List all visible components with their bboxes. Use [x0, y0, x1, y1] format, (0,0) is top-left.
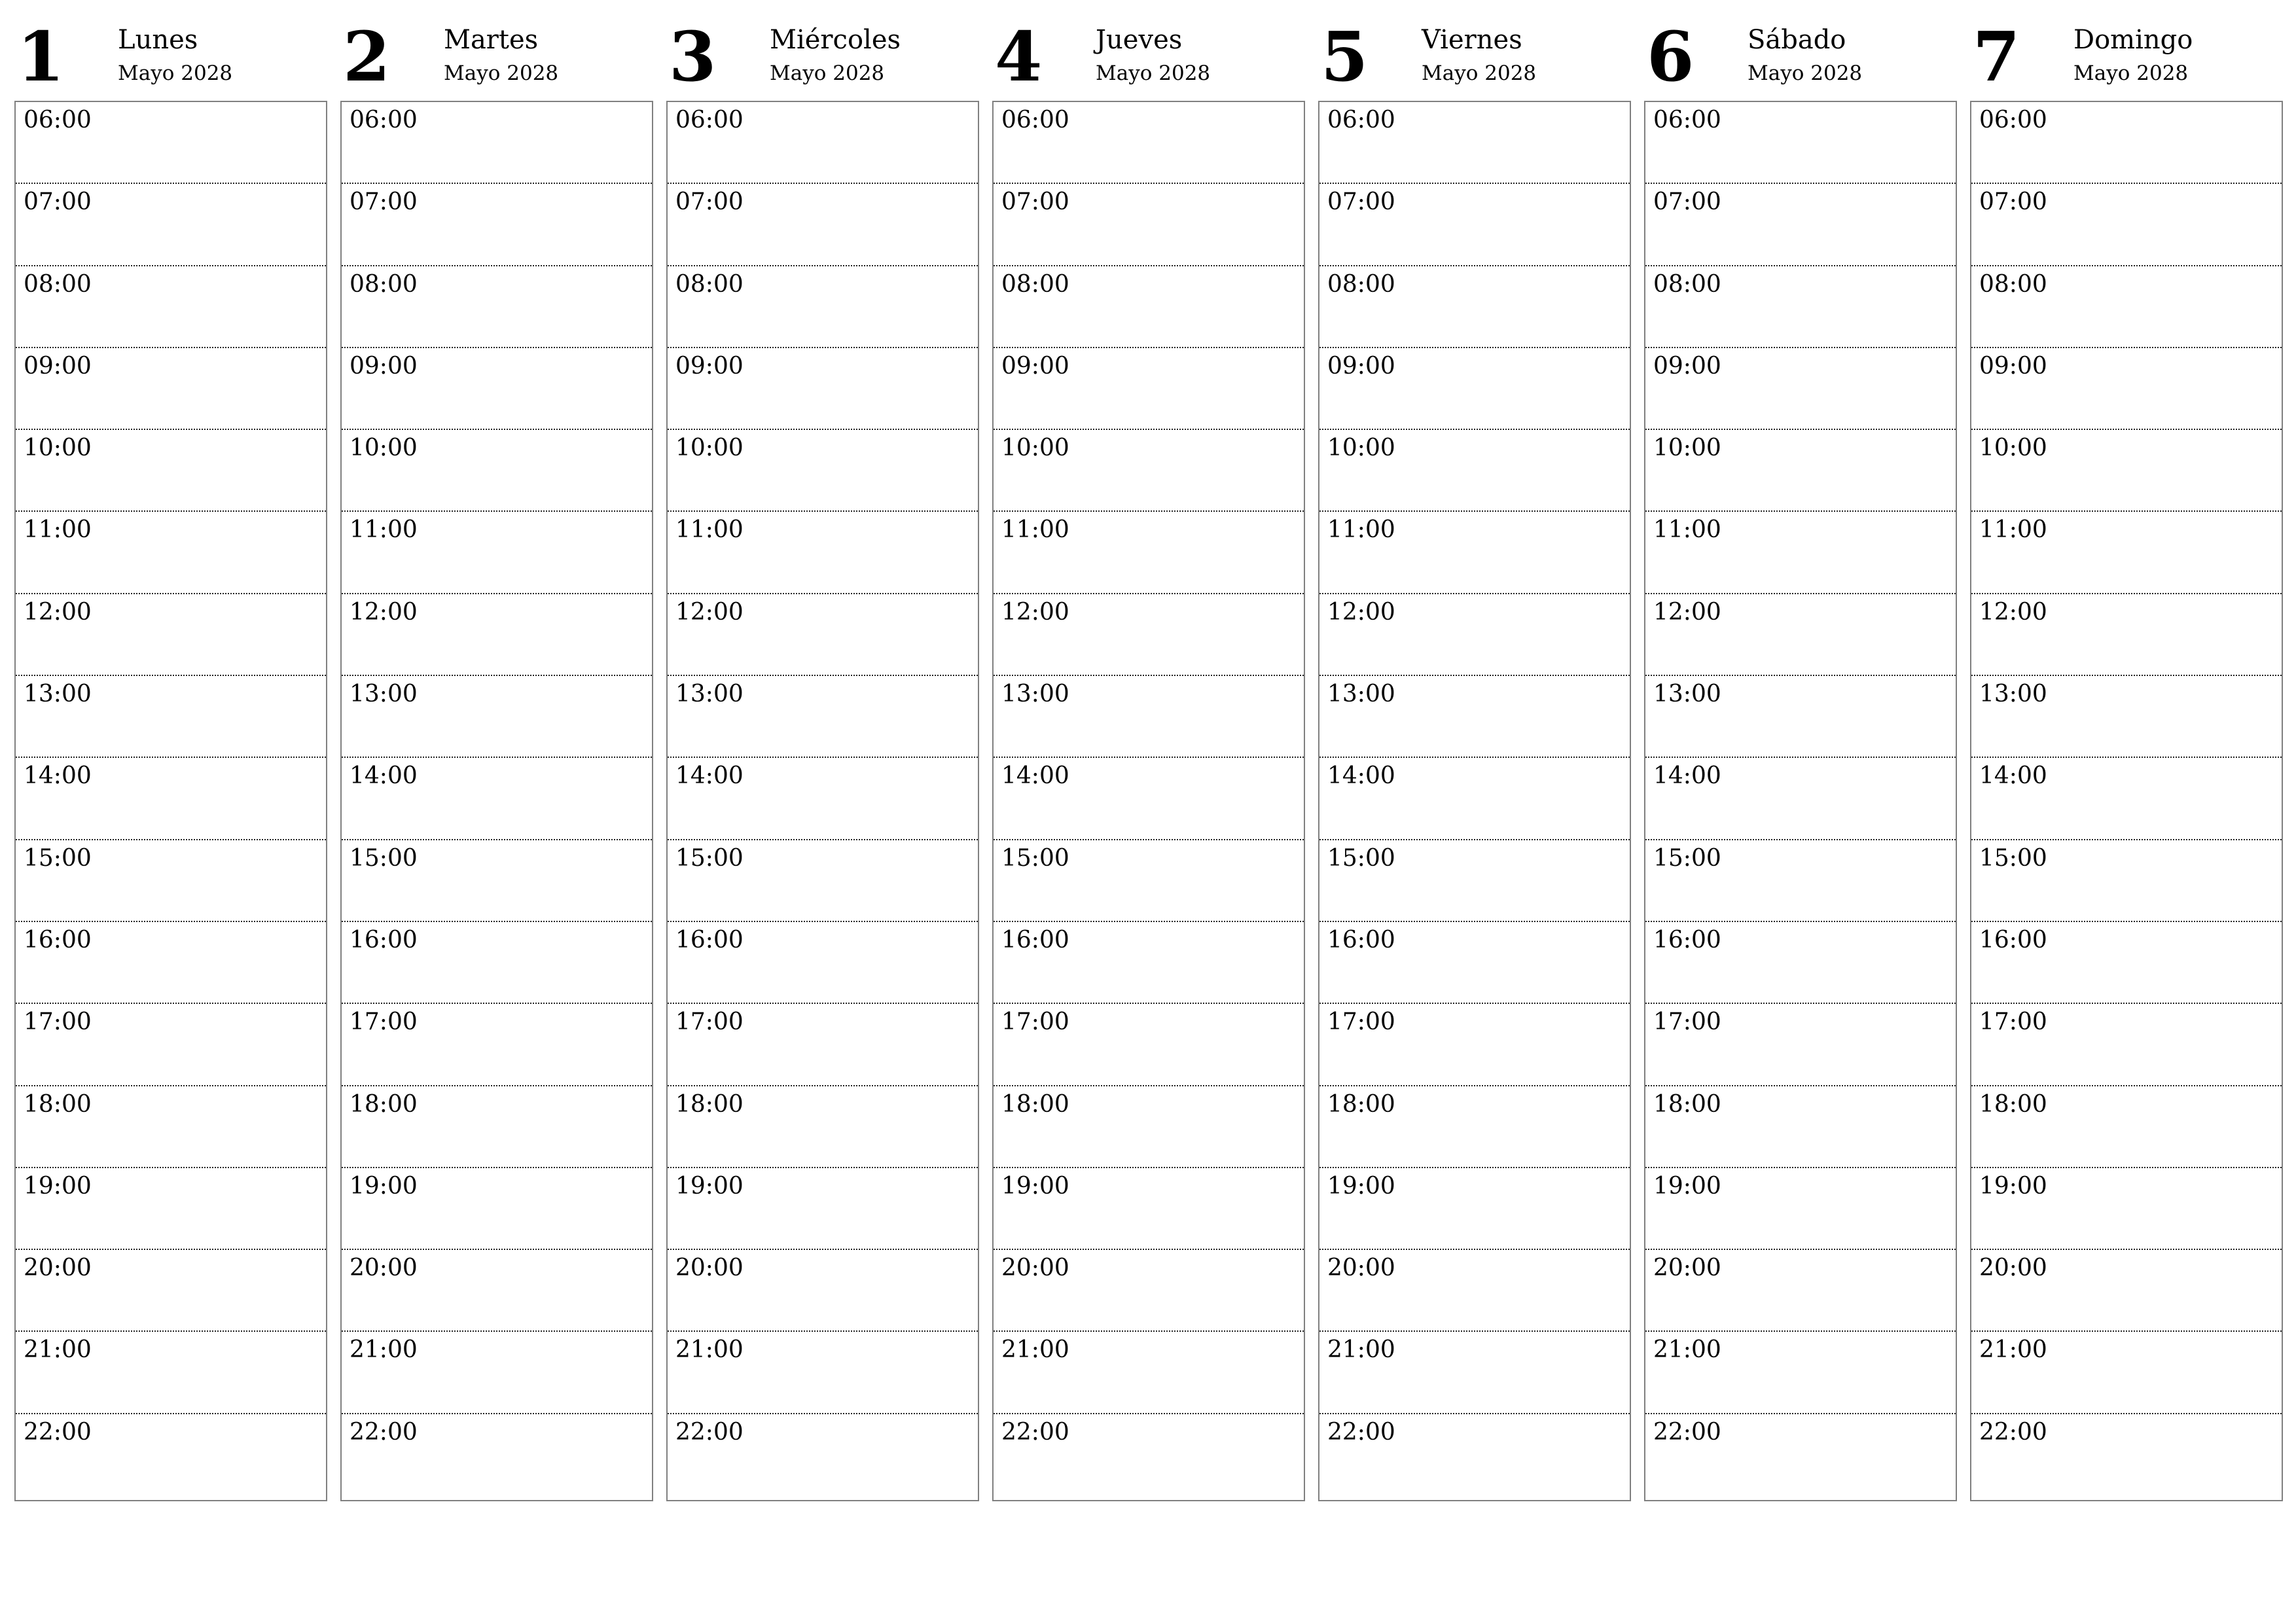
hour-label: 09:00: [1001, 352, 1069, 380]
hour-slot[interactable]: [1971, 840, 2282, 922]
hour-label: 10:00: [675, 435, 744, 462]
hour-label: 20:00: [24, 1255, 92, 1282]
hour-label: 11:00: [1653, 516, 1721, 544]
hour-label: 08:00: [1653, 270, 1721, 298]
hour-slot[interactable]: [16, 594, 326, 676]
hour-label: 09:00: [350, 352, 418, 380]
hour-label: 19:00: [1653, 1172, 1721, 1200]
day-month: Mayo 2028: [2073, 62, 2189, 85]
hour-slot[interactable]: [16, 430, 326, 512]
hour-label: 15:00: [1001, 844, 1069, 872]
hour-slot[interactable]: [16, 1168, 326, 1250]
hour-label: 17:00: [1327, 1008, 1395, 1036]
hour-label: 14:00: [1001, 762, 1069, 790]
hour-label: 21:00: [1327, 1336, 1395, 1364]
hour-label: 19:00: [1979, 1172, 2047, 1200]
hour-slot[interactable]: [1971, 1004, 2282, 1086]
hour-label: 16:00: [1327, 926, 1395, 954]
hour-label: 14:00: [1653, 762, 1721, 790]
hour-label: 11:00: [1979, 516, 2047, 544]
hour-slot[interactable]: [1645, 840, 1956, 922]
hour-label: 13:00: [675, 681, 744, 708]
hour-label: 10:00: [1001, 435, 1069, 462]
hour-slot[interactable]: [668, 1332, 978, 1414]
hour-label: 09:00: [1653, 352, 1721, 380]
hour-label: 07:00: [1979, 188, 2047, 216]
hour-slot[interactable]: [342, 348, 652, 430]
hour-slot[interactable]: [1971, 1086, 2282, 1168]
hour-slot[interactable]: [668, 184, 978, 266]
hour-label: 08:00: [1979, 270, 2047, 298]
hour-label: 06:00: [675, 107, 744, 134]
hour-label: 17:00: [1979, 1008, 2047, 1036]
hour-label: 17:00: [350, 1008, 418, 1036]
hour-label: 15:00: [1327, 844, 1395, 872]
hour-label: 21:00: [1653, 1336, 1721, 1364]
hour-slot[interactable]: [1645, 1250, 1956, 1332]
hour-label: 22:00: [1979, 1418, 2047, 1446]
hour-label: 09:00: [1979, 352, 2047, 380]
hour-slot[interactable]: [668, 1414, 978, 1496]
hour-label: 18:00: [350, 1090, 418, 1118]
hour-label: 07:00: [350, 188, 418, 216]
hour-label: 15:00: [350, 844, 418, 872]
hour-slot[interactable]: [1319, 1086, 1630, 1168]
hour-label: 17:00: [1653, 1008, 1721, 1036]
hour-label: 13:00: [1327, 681, 1395, 708]
hour-slot[interactable]: [994, 1250, 1304, 1332]
hour-label: 16:00: [350, 926, 418, 954]
hour-label: 15:00: [1653, 844, 1721, 872]
hour-slot[interactable]: [668, 430, 978, 512]
hour-slot[interactable]: [342, 594, 652, 676]
hour-label: 12:00: [350, 598, 418, 626]
day-month: Mayo 2028: [444, 62, 559, 85]
hour-slot[interactable]: [16, 1004, 326, 1086]
day-month: Mayo 2028: [1748, 62, 1863, 85]
hour-slot[interactable]: [1971, 758, 2282, 840]
hour-label: 14:00: [1979, 762, 2047, 790]
day-schedule-box: [14, 101, 327, 1501]
hour-label: 08:00: [24, 270, 92, 298]
day-column: [1970, 0, 2283, 1501]
hour-slot[interactable]: [1319, 184, 1630, 266]
day-name: Miércoles: [770, 25, 901, 55]
day-name: Viernes: [1422, 25, 1522, 55]
hour-label: 08:00: [1001, 270, 1069, 298]
hour-label: 09:00: [1327, 352, 1395, 380]
hour-label: 07:00: [1001, 188, 1069, 216]
hour-slot[interactable]: [342, 102, 652, 184]
hour-label: 10:00: [350, 435, 418, 462]
hour-slot[interactable]: [994, 102, 1304, 184]
hour-slot[interactable]: [16, 1414, 326, 1496]
hour-slot[interactable]: [668, 676, 978, 758]
hour-slot[interactable]: [994, 676, 1304, 758]
hour-label: 15:00: [1979, 844, 2047, 872]
hour-label: 21:00: [24, 1336, 92, 1364]
hour-slot[interactable]: [668, 758, 978, 840]
hour-label: 14:00: [1327, 762, 1395, 790]
hour-slot[interactable]: [1319, 512, 1630, 594]
hour-label: 08:00: [350, 270, 418, 298]
hour-label: 12:00: [24, 598, 92, 626]
hour-slot[interactable]: [342, 430, 652, 512]
hour-label: 08:00: [1327, 270, 1395, 298]
day-name: Sábado: [1748, 25, 1846, 55]
hour-slot[interactable]: [1971, 922, 2282, 1004]
hour-label: 09:00: [24, 352, 92, 380]
hour-slot[interactable]: [1971, 430, 2282, 512]
hour-slot[interactable]: [342, 758, 652, 840]
hour-slot[interactable]: [668, 512, 978, 594]
hour-label: 22:00: [350, 1418, 418, 1446]
hour-slot[interactable]: [1645, 1332, 1956, 1414]
hour-label: 20:00: [1327, 1255, 1395, 1282]
hour-slot[interactable]: [1319, 266, 1630, 348]
hour-slot[interactable]: [1971, 348, 2282, 430]
day-name: Martes: [444, 25, 539, 55]
hour-slot[interactable]: [994, 840, 1304, 922]
day-schedule-box: [340, 101, 653, 1501]
hour-slot[interactable]: [16, 1250, 326, 1332]
hour-label: 12:00: [1979, 598, 2047, 626]
day-name: Jueves: [1096, 25, 1183, 55]
hour-slot[interactable]: [1319, 922, 1630, 1004]
hour-label: 13:00: [1653, 681, 1721, 708]
hour-label: 07:00: [1653, 188, 1721, 216]
day-name: Domingo: [2073, 25, 2193, 55]
hour-slot[interactable]: [1971, 1414, 2282, 1496]
hour-slot[interactable]: [342, 922, 652, 1004]
hour-label: 22:00: [1653, 1418, 1721, 1446]
hour-label: 06:00: [1001, 107, 1069, 134]
hour-slot[interactable]: [994, 184, 1304, 266]
day-schedule-box: [1318, 101, 1631, 1501]
hour-slot[interactable]: [1645, 758, 1956, 840]
hour-label: 06:00: [1979, 107, 2047, 134]
day-schedule-box: [1970, 101, 2283, 1501]
hour-slot[interactable]: [342, 676, 652, 758]
hour-label: 19:00: [350, 1172, 418, 1200]
day-number: 6: [1647, 16, 1695, 97]
day-schedule-box: [1644, 101, 1957, 1501]
hour-slot[interactable]: [342, 840, 652, 922]
hour-label: 08:00: [675, 270, 744, 298]
hour-slot[interactable]: [668, 1004, 978, 1086]
hour-slot[interactable]: [1645, 1168, 1956, 1250]
hour-slot[interactable]: [994, 512, 1304, 594]
hour-label: 20:00: [675, 1255, 744, 1282]
hour-label: 19:00: [1001, 1172, 1069, 1200]
hour-slot[interactable]: [1645, 102, 1956, 184]
day-column: [340, 0, 653, 1501]
hour-slot[interactable]: [1319, 1004, 1630, 1086]
hour-slot[interactable]: [1645, 1414, 1956, 1496]
hour-label: 10:00: [24, 435, 92, 462]
day-number: 4: [995, 16, 1043, 97]
hour-label: 10:00: [1327, 435, 1395, 462]
day-column: [1644, 0, 1957, 1501]
hour-slot[interactable]: [1319, 676, 1630, 758]
hour-label: 12:00: [1653, 598, 1721, 626]
day-number: 5: [1321, 16, 1369, 97]
hour-label: 14:00: [675, 762, 744, 790]
hour-slot[interactable]: [342, 1168, 652, 1250]
hour-label: 10:00: [1979, 435, 2047, 462]
hour-label: 07:00: [1327, 188, 1395, 216]
day-number: 1: [17, 16, 65, 97]
day-column: [666, 0, 979, 1501]
hour-label: 14:00: [24, 762, 92, 790]
hour-slot[interactable]: [342, 1086, 652, 1168]
hour-slot[interactable]: [16, 1332, 326, 1414]
hour-slot[interactable]: [16, 758, 326, 840]
hour-slot[interactable]: [16, 840, 326, 922]
hour-slot[interactable]: [16, 348, 326, 430]
hour-label: 22:00: [24, 1418, 92, 1446]
hour-label: 18:00: [1979, 1090, 2047, 1118]
hour-label: 10:00: [1653, 435, 1721, 462]
hour-label: 06:00: [350, 107, 418, 134]
hour-slot[interactable]: [994, 758, 1304, 840]
hour-slot[interactable]: [16, 184, 326, 266]
hour-label: 09:00: [675, 352, 744, 380]
hour-slot[interactable]: [342, 1414, 652, 1496]
hour-label: 20:00: [1979, 1255, 2047, 1282]
hour-slot[interactable]: [1645, 430, 1956, 512]
hour-slot[interactable]: [1971, 1168, 2282, 1250]
hour-slot[interactable]: [1645, 266, 1956, 348]
hour-slot[interactable]: [1645, 1004, 1956, 1086]
day-number: 3: [669, 16, 717, 97]
hour-slot[interactable]: [1319, 348, 1630, 430]
hour-slot[interactable]: [994, 594, 1304, 676]
day-schedule-box: [992, 101, 1305, 1501]
hour-slot[interactable]: [16, 102, 326, 184]
hour-slot[interactable]: [668, 840, 978, 922]
hour-label: 20:00: [1001, 1255, 1069, 1282]
hour-slot[interactable]: [342, 184, 652, 266]
hour-slot[interactable]: [1645, 676, 1956, 758]
hour-slot[interactable]: [342, 1004, 652, 1086]
hour-label: 07:00: [675, 188, 744, 216]
hour-slot[interactable]: [1319, 102, 1630, 184]
day-number: 2: [343, 16, 391, 97]
hour-slot[interactable]: [668, 266, 978, 348]
hour-label: 22:00: [675, 1418, 744, 1446]
hour-slot[interactable]: [1319, 430, 1630, 512]
hour-label: 15:00: [675, 844, 744, 872]
hour-slot[interactable]: [1645, 512, 1956, 594]
hour-slot[interactable]: [16, 512, 326, 594]
hour-label: 17:00: [1001, 1008, 1069, 1036]
hour-slot[interactable]: [342, 1250, 652, 1332]
hour-label: 17:00: [675, 1008, 744, 1036]
day-name: Lunes: [118, 25, 198, 55]
hour-slot[interactable]: [342, 512, 652, 594]
hour-label: 18:00: [1327, 1090, 1395, 1118]
hour-label: 20:00: [350, 1255, 418, 1282]
hour-label: 13:00: [24, 681, 92, 708]
day-column: [1318, 0, 1631, 1501]
hour-slot[interactable]: [668, 1250, 978, 1332]
day-month: Mayo 2028: [118, 62, 233, 85]
hour-slot[interactable]: [1645, 922, 1956, 1004]
hour-label: 11:00: [1327, 516, 1395, 544]
hour-label: 06:00: [1327, 107, 1395, 134]
hour-slot[interactable]: [994, 430, 1304, 512]
hour-label: 12:00: [675, 598, 744, 626]
hour-slot[interactable]: [1319, 1250, 1630, 1332]
hour-label: 20:00: [1653, 1255, 1721, 1282]
hour-label: 06:00: [24, 107, 92, 134]
hour-slot[interactable]: [342, 1332, 652, 1414]
hour-label: 13:00: [1979, 681, 2047, 708]
hour-slot[interactable]: [1971, 594, 2282, 676]
hour-slot[interactable]: [1971, 266, 2282, 348]
hour-label: 12:00: [1327, 598, 1395, 626]
hour-slot[interactable]: [16, 1086, 326, 1168]
day-month: Mayo 2028: [770, 62, 885, 85]
day-month: Mayo 2028: [1422, 62, 1537, 85]
hour-slot[interactable]: [1645, 1086, 1956, 1168]
hour-slot[interactable]: [1319, 840, 1630, 922]
day-month: Mayo 2028: [1096, 62, 1211, 85]
hour-label: 16:00: [675, 926, 744, 954]
hour-label: 21:00: [675, 1336, 744, 1364]
hour-slot[interactable]: [994, 1168, 1304, 1250]
hour-label: 06:00: [1653, 107, 1721, 134]
hour-label: 16:00: [24, 926, 92, 954]
hour-slot[interactable]: [994, 922, 1304, 1004]
hour-slot[interactable]: [16, 922, 326, 1004]
hour-slot[interactable]: [1971, 512, 2282, 594]
hour-label: 16:00: [1653, 926, 1721, 954]
hour-label: 12:00: [1001, 598, 1069, 626]
hour-label: 22:00: [1001, 1418, 1069, 1446]
hour-label: 07:00: [24, 188, 92, 216]
hour-label: 14:00: [350, 762, 418, 790]
hour-slot[interactable]: [16, 676, 326, 758]
hour-slot[interactable]: [994, 1086, 1304, 1168]
hour-slot[interactable]: [1319, 1332, 1630, 1414]
hour-label: 16:00: [1001, 926, 1069, 954]
hour-slot[interactable]: [1645, 184, 1956, 266]
hour-label: 21:00: [1001, 1336, 1069, 1364]
hour-label: 18:00: [1653, 1090, 1721, 1118]
hour-slot[interactable]: [1319, 1168, 1630, 1250]
hour-slot[interactable]: [668, 1086, 978, 1168]
hour-label: 16:00: [1979, 926, 2047, 954]
hour-label: 17:00: [24, 1008, 92, 1036]
hour-slot[interactable]: [1971, 1250, 2282, 1332]
hour-slot[interactable]: [1319, 594, 1630, 676]
hour-slot[interactable]: [994, 1004, 1304, 1086]
day-schedule-box: [666, 101, 979, 1501]
hour-slot[interactable]: [1645, 348, 1956, 430]
hour-label: 11:00: [675, 516, 744, 544]
hour-label: 18:00: [24, 1090, 92, 1118]
hour-slot[interactable]: [668, 922, 978, 1004]
hour-label: 18:00: [1001, 1090, 1069, 1118]
hour-slot[interactable]: [1971, 1332, 2282, 1414]
hour-label: 19:00: [24, 1172, 92, 1200]
hour-label: 21:00: [1979, 1336, 2047, 1364]
hour-label: 18:00: [675, 1090, 744, 1118]
hour-slot[interactable]: [1319, 758, 1630, 840]
hour-slot[interactable]: [1319, 1414, 1630, 1496]
hour-slot[interactable]: [1971, 184, 2282, 266]
hour-slot[interactable]: [1971, 676, 2282, 758]
hour-label: 11:00: [350, 516, 418, 544]
hour-label: 13:00: [350, 681, 418, 708]
hour-slot[interactable]: [668, 1168, 978, 1250]
day-column: [992, 0, 1305, 1501]
hour-slot[interactable]: [994, 348, 1304, 430]
hour-label: 11:00: [24, 516, 92, 544]
hour-label: 13:00: [1001, 681, 1069, 708]
hour-label: 19:00: [1327, 1172, 1395, 1200]
hour-slot[interactable]: [994, 1414, 1304, 1496]
hour-label: 15:00: [24, 844, 92, 872]
hour-slot[interactable]: [668, 102, 978, 184]
hour-label: 22:00: [1327, 1418, 1395, 1446]
hour-label: 19:00: [675, 1172, 744, 1200]
hour-label: 11:00: [1001, 516, 1069, 544]
hour-slot[interactable]: [994, 266, 1304, 348]
hour-slot[interactable]: [994, 1332, 1304, 1414]
hour-slot[interactable]: [1645, 594, 1956, 676]
day-column: [14, 0, 327, 1501]
hour-slot[interactable]: [342, 266, 652, 348]
hour-slot[interactable]: [668, 348, 978, 430]
hour-label: 21:00: [350, 1336, 418, 1364]
hour-slot[interactable]: [1971, 102, 2282, 184]
hour-slot[interactable]: [16, 266, 326, 348]
day-number: 7: [1973, 16, 2020, 97]
hour-slot[interactable]: [668, 594, 978, 676]
